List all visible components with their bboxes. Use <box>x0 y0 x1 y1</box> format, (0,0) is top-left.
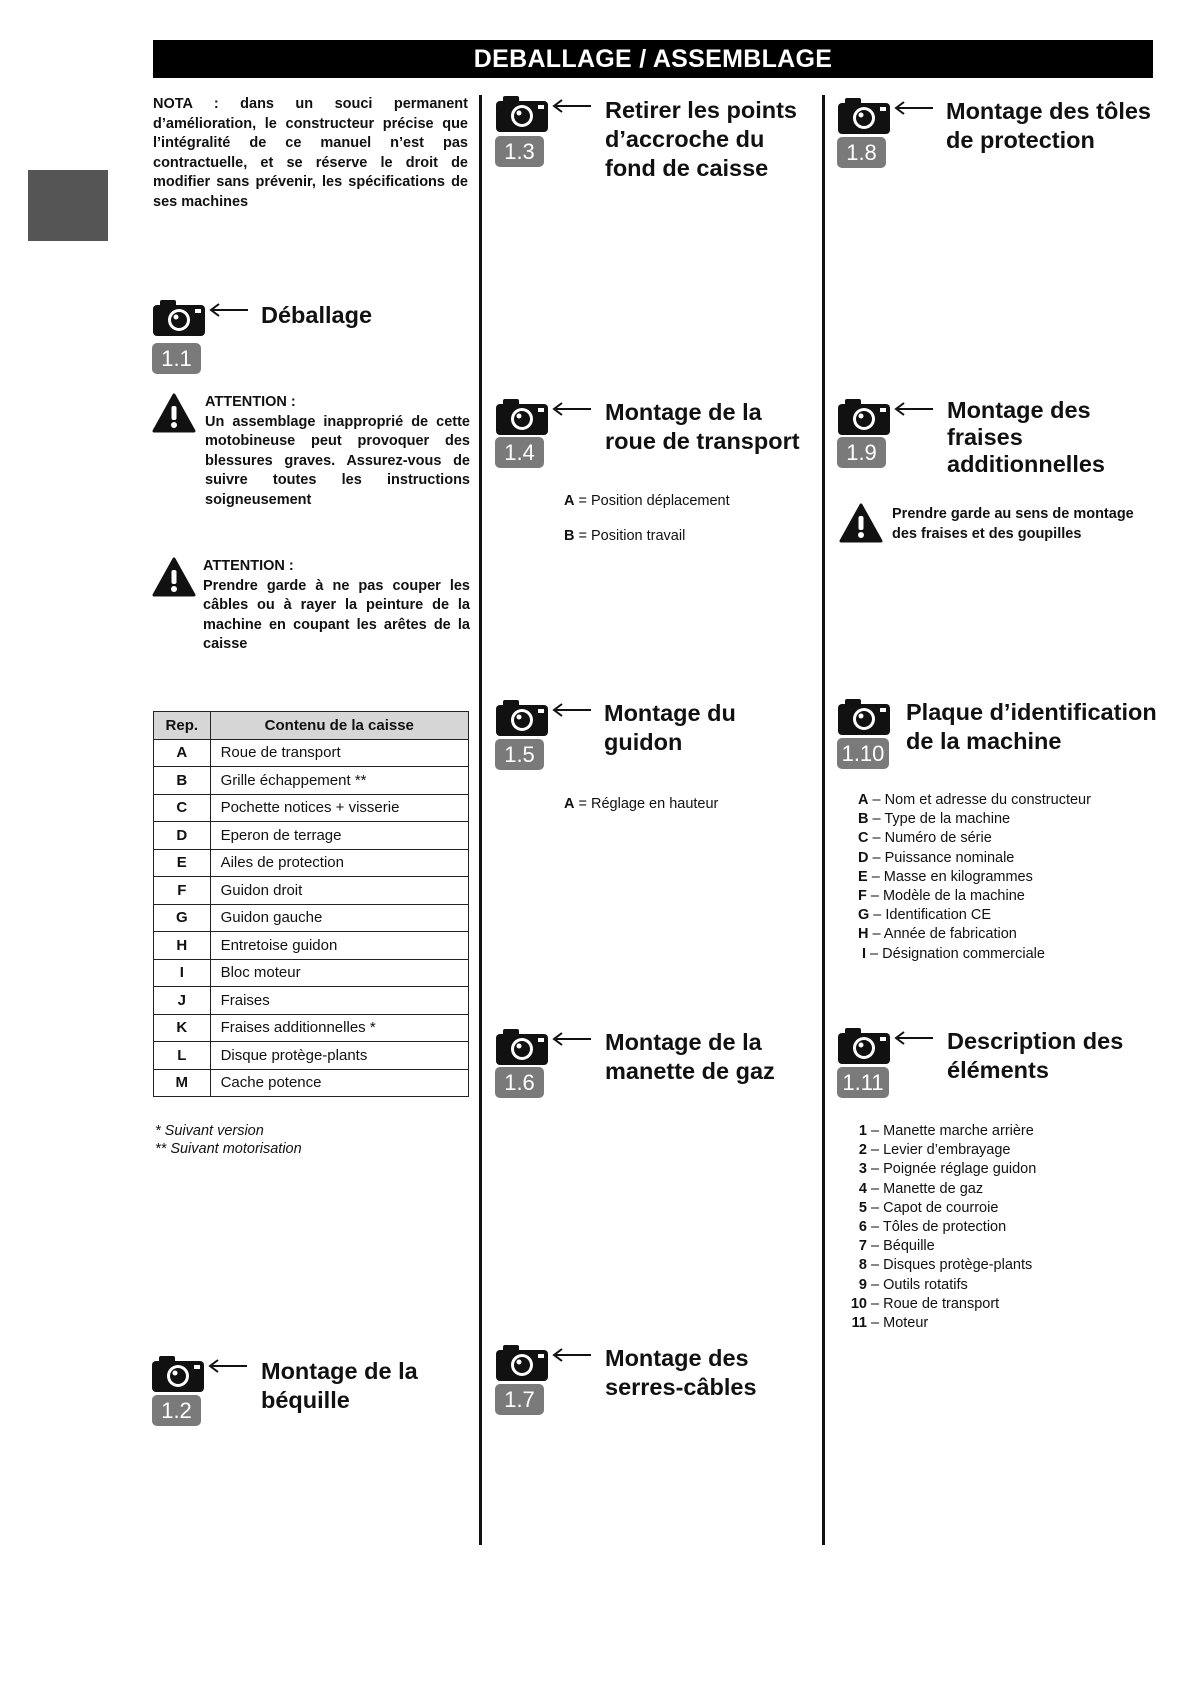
table-row <box>154 1069 469 1097</box>
list-item: 3 – Poignée réglage guidon <box>858 1161 1037 1178</box>
step-title: Montage des fraises additionnelles <box>947 397 1105 477</box>
page-title: DEBALLAGE / ASSEMBLAGE <box>153 40 1153 78</box>
warning-icon <box>839 503 883 543</box>
table-row <box>154 849 469 877</box>
table-cell-content: Roue de transport <box>210 739 468 767</box>
table-row <box>154 822 469 850</box>
list-item: I – Désignation commerciale <box>862 945 1045 962</box>
step-1-1 <box>151 298 471 378</box>
table-row <box>154 1014 469 1042</box>
list-item: 11 – Moteur <box>851 1315 929 1332</box>
camera-icon <box>494 397 550 437</box>
step-1-6 <box>494 1027 814 1107</box>
table-row <box>154 739 469 767</box>
step-badge: 1.6 <box>495 1067 544 1098</box>
arrow-left-icon <box>551 402 591 416</box>
camera-icon <box>836 96 892 136</box>
list-item: D – Puissance nominale <box>858 849 1015 866</box>
table-row <box>154 959 469 987</box>
step-1-5-label-a: A = Réglage en hauteur <box>564 796 719 812</box>
step-title: Montage de la manette de gaz <box>605 1029 775 1084</box>
table-row <box>154 904 469 932</box>
arrow-left-icon <box>551 703 591 717</box>
table-cell-rep: J <box>154 987 211 1015</box>
step-1-3 <box>494 94 814 184</box>
step-title: Montage des tôles de protection <box>946 98 1152 153</box>
list-item: F – Modèle de la machine <box>858 888 1025 905</box>
table-header-row <box>154 712 469 740</box>
step-title: Déballage <box>261 302 373 328</box>
table-row <box>154 877 469 905</box>
warning-text: Un assemblage inapproprié de cette motobineuse peut provoquer des blessures graves. Assurez-vous de suivre toutes les instructions soigneusement <box>205 413 470 508</box>
step-title: Plaque d’identification de la machine <box>906 699 1157 754</box>
table-cell-content: Bloc moteur <box>210 959 468 987</box>
table-row <box>154 794 469 822</box>
list-item: 4 – Manette de gaz <box>858 1180 984 1197</box>
step-badge: 1.7 <box>495 1384 544 1415</box>
table-cell-content: Ailes de protection <box>210 849 468 877</box>
arrow-left-icon <box>208 303 248 317</box>
list-item: H – Année de fabrication <box>858 926 1017 943</box>
list-item: 1 – Manette marche arrière <box>858 1123 1034 1139</box>
camera-icon <box>494 1027 550 1067</box>
arrow-left-icon <box>551 1348 591 1362</box>
list-item: A – Nom et adresse du constructeur <box>858 792 1091 808</box>
step-title: Montage des serres-câbles <box>605 1345 757 1400</box>
table-cell-content: Disque protège-plants <box>210 1042 468 1070</box>
camera-icon <box>494 1343 550 1383</box>
warning-icon <box>152 393 196 433</box>
table-cell-content: Eperon de terrage <box>210 822 468 850</box>
table-cell-rep: G <box>154 904 211 932</box>
step-1-11 <box>836 1026 1156 1106</box>
table-cell-content: Entretoise guidon <box>210 932 468 960</box>
camera-icon <box>836 397 892 437</box>
table-cell-content: Fraises <box>210 987 468 1015</box>
column-header: Rep. <box>154 712 211 740</box>
warning-text: Prendre garde au sens de montage des fraises et des goupilles <box>892 506 1134 542</box>
list-item: E – Masse en kilogrammes <box>858 868 1033 885</box>
step-1-4-label-a: A = Position déplacement <box>564 493 730 509</box>
step-badge: 1.9 <box>837 437 886 468</box>
table-cell-rep: A <box>154 739 211 767</box>
step-title: Description des éléments <box>947 1028 1124 1083</box>
column-divider-left <box>479 95 482 1545</box>
arrow-left-icon <box>893 402 933 416</box>
list-item: 7 – Béquille <box>858 1238 935 1255</box>
step-badge: 1.4 <box>495 437 544 468</box>
step-title: Montage du guidon <box>604 700 736 755</box>
arrow-left-icon <box>893 1031 933 1045</box>
table-row <box>154 767 469 795</box>
step-title: Montage de la béquille <box>261 1358 418 1413</box>
table-cell-content: Guidon gauche <box>210 904 468 932</box>
warning-heading: ATTENTION : <box>205 394 296 410</box>
arrow-left-icon <box>551 99 591 113</box>
column-header: Contenu de la caisse <box>210 712 468 740</box>
table-cell-content: Guidon droit <box>210 877 468 905</box>
list-item: C – Numéro de série <box>858 830 992 847</box>
step-1-4-label-b: B = Position travail <box>564 528 686 544</box>
elements-list <box>848 1122 1036 1333</box>
list-item: 6 – Tôles de protection <box>858 1219 1007 1236</box>
warning-icon <box>152 557 196 597</box>
step-badge: 1.10 <box>837 738 889 769</box>
list-item: 5 – Capot de courroie <box>858 1199 999 1216</box>
step-1-5 <box>494 698 814 778</box>
step-badge: 1.8 <box>837 137 886 168</box>
nota-text: NOTA : dans un souci permanent d’amélioration, le constructeur précise que l’intégralité de ce manuel n’est pas contractuelle, et se réserve le droit de modifier sans prévenir, les spécifications de ses machines <box>153 96 468 210</box>
table-row <box>154 932 469 960</box>
step-1-2 <box>150 1354 470 1434</box>
table-cell-rep: M <box>154 1069 211 1097</box>
step-1-9 <box>836 397 1156 487</box>
table-cell-rep: H <box>154 932 211 960</box>
step-title: Retirer les points d’accroche du fond de caisse <box>605 97 797 181</box>
step-badge: 1.5 <box>495 739 544 770</box>
table-cell-content: Cache potence <box>210 1069 468 1097</box>
step-1-10 <box>836 697 1176 777</box>
camera-icon <box>836 697 892 737</box>
step-badge: 1.3 <box>495 136 544 167</box>
table-cell-rep: E <box>154 849 211 877</box>
camera-icon <box>836 1026 892 1066</box>
step-title: Montage de la roue de transport <box>605 399 800 454</box>
section-side-tab <box>28 170 108 241</box>
camera-icon <box>150 1354 206 1394</box>
table-cell-content: Pochette notices + visserie <box>210 794 468 822</box>
step-1-8 <box>836 96 1156 176</box>
list-item: 8 – Disques protège-plants <box>858 1257 1033 1274</box>
list-item: 2 – Levier d’embrayage <box>858 1142 1011 1159</box>
list-item: 10 – Roue de transport <box>850 1295 1000 1312</box>
table-cell-rep: D <box>154 822 211 850</box>
table-cell-content: Fraises additionnelles * <box>210 1014 468 1042</box>
step-1-4 <box>494 397 814 477</box>
camera-icon <box>494 94 550 134</box>
table-cell-rep: K <box>154 1014 211 1042</box>
step-badge: 1.2 <box>152 1395 201 1426</box>
warning-heading: ATTENTION : <box>203 558 294 574</box>
camera-icon <box>494 698 550 738</box>
arrow-left-icon <box>893 101 933 115</box>
camera-icon <box>151 298 207 338</box>
table-row <box>154 987 469 1015</box>
column-divider-right <box>822 95 825 1545</box>
contents-table <box>153 711 469 1097</box>
table-cell-rep: L <box>154 1042 211 1070</box>
plate-items-list <box>858 791 1091 964</box>
list-item: B – Type de la machine <box>858 811 1011 828</box>
table-note: ** Suivant motorisation <box>155 1141 302 1157</box>
step-badge: 1.1 <box>152 343 201 374</box>
table-cell-content: Grille échappement ** <box>210 767 468 795</box>
step-badge: 1.11 <box>837 1067 889 1098</box>
warning-text: Prendre garde à ne pas couper les câbles ou à rayer la peinture de la machine en coupant les arêtes de la caisse <box>203 577 470 652</box>
table-row <box>154 1042 469 1070</box>
list-item: 9 – Outils rotatifs <box>858 1276 968 1293</box>
table-cell-rep: I <box>154 959 211 987</box>
step-1-7 <box>494 1343 814 1423</box>
arrow-left-icon <box>207 1359 247 1373</box>
table-cell-rep: C <box>154 794 211 822</box>
table-cell-rep: F <box>154 877 211 905</box>
table-cell-rep: B <box>154 767 211 795</box>
list-item: G – Identification CE <box>858 907 991 924</box>
table-notes <box>155 1122 302 1158</box>
table-note: * Suivant version <box>155 1123 264 1139</box>
arrow-left-icon <box>551 1032 591 1046</box>
